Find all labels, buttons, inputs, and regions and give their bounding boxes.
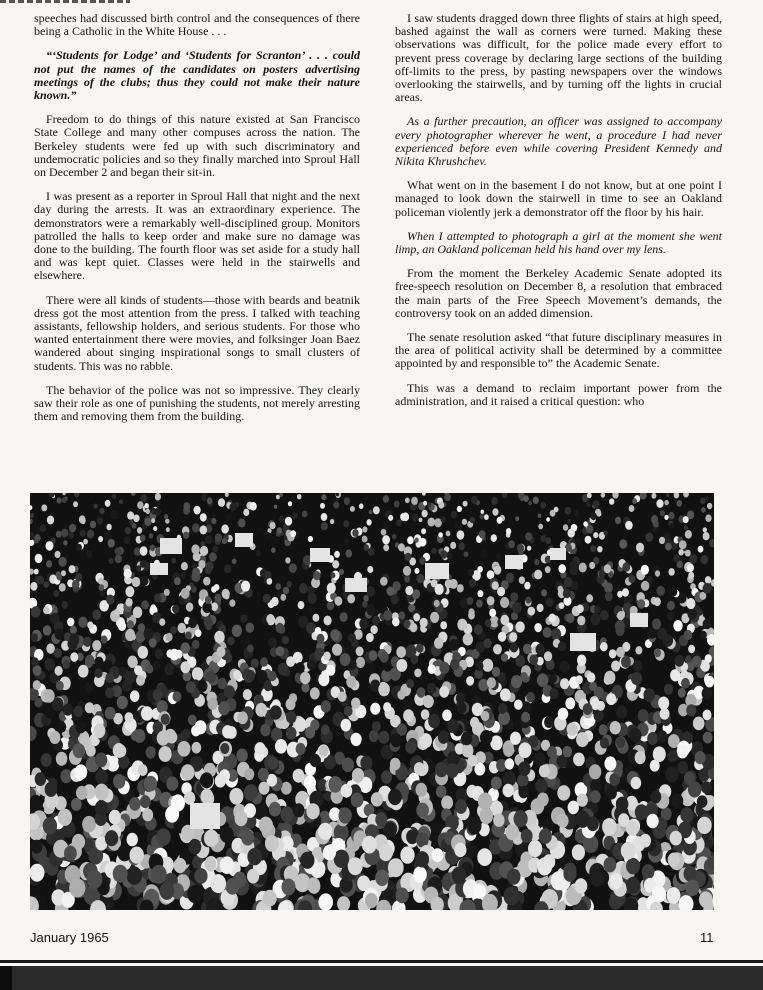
- article-paragraph: Freedom to do things of this nature existed at San Francisco State College and many other compuses across the nation. The Berkeley students were fed up with such discriminatory and undemocratic policies and so they finally marched into Sproul Hall on December 2 and began their sit-in.: [34, 112, 360, 180]
- crowd-photo-illustration: [30, 493, 714, 910]
- article-paragraph: I saw students dragged down three flights of stairs at high speed, bashed against the wall as corners were turned. Making these observations was difficult, for the police made every effort to prevent press coverage by declaring large sections of the building off-limits to the press, by pasting newspapers over the windows overlooking the stairwells, and by turning off the lights in crucial areas.: [395, 11, 722, 105]
- article-paragraph: The senate resolution asked “that future disciplinary measures in the area of political activity shall be determined by a committee appointed by and responsible to” the Academic Senate.: [395, 330, 722, 371]
- crowd-photo: [30, 493, 714, 910]
- article-paragraph: There were all kinds of students—those with beards and beatnik dress got the most attention from the press. I talked with teaching assistants, fellowship holders, and serious students. For those who wanted entertainment there were movies, and folksinger Joan Baez wandered about singing inspirational songs to small clusters of students. This was no rabble.: [34, 292, 360, 373]
- bottom-scan-edge: [0, 957, 763, 990]
- article-paragraph-italic: When I attempted to photograph a girl at the moment she went limp, an Oakland policeman held his hand over my lens.: [395, 228, 722, 257]
- article-paragraph: This was a demand to reclaim important power from the administration, and it raised a critical question: who: [395, 380, 722, 408]
- article-quote: “‘Students for Lodge’ and ‘Students for Scranton’ . . . could not put the names of the candidates on posters advertising meetings of the clubs; thus they could not make their nature known.”: [34, 48, 360, 103]
- top-decorative-rule: [0, 0, 130, 3]
- article-paragraph: I was present as a reporter in Sproul Hall that night and the next day during the arrests. It was an extraordinary experience. The demonstrators were a remarkably well-disciplined group. Monitors patrolled the halls to keep order and make sure no damage was done to the building. The fourth floor was set aside for a study hall and was kept quiet. Classes were held in the stairwells and elsewhere.: [34, 189, 360, 283]
- article-column-left: [34, 12, 360, 434]
- footer-page-number: 11: [700, 930, 714, 945]
- article-paragraph-italic: As a further precaution, an officer was assigned to accompany every photographer wherever he went, a procedure I had never experienced before even while covering President Kennedy and Nikita Khrushchev.: [395, 114, 722, 169]
- footer-date: January 1965: [30, 930, 109, 945]
- article-paragraph: speeches had discussed birth control and the consequences of there being a Catholic in the White House . . .: [34, 11, 360, 39]
- article-paragraph: What went on in the basement I do not know, but at one point I managed to look down the stairwell in time to see an Oakland policeman violently jerk a demonstrator off the floor by his hair.: [395, 178, 722, 219]
- article-paragraph: From the moment the Berkeley Academic Senate adopted its free-speech resolution on December 8, a resolution that embraced the main parts of the Free Speech Movement’s demands, the controversy took on an added dimension.: [395, 266, 722, 320]
- article-column-right: [395, 12, 722, 419]
- article-paragraph: The behavior of the police was not so impressive. They clearly saw their role as one of punishing the students, not merely arresting them and removing them from the building.: [34, 382, 360, 424]
